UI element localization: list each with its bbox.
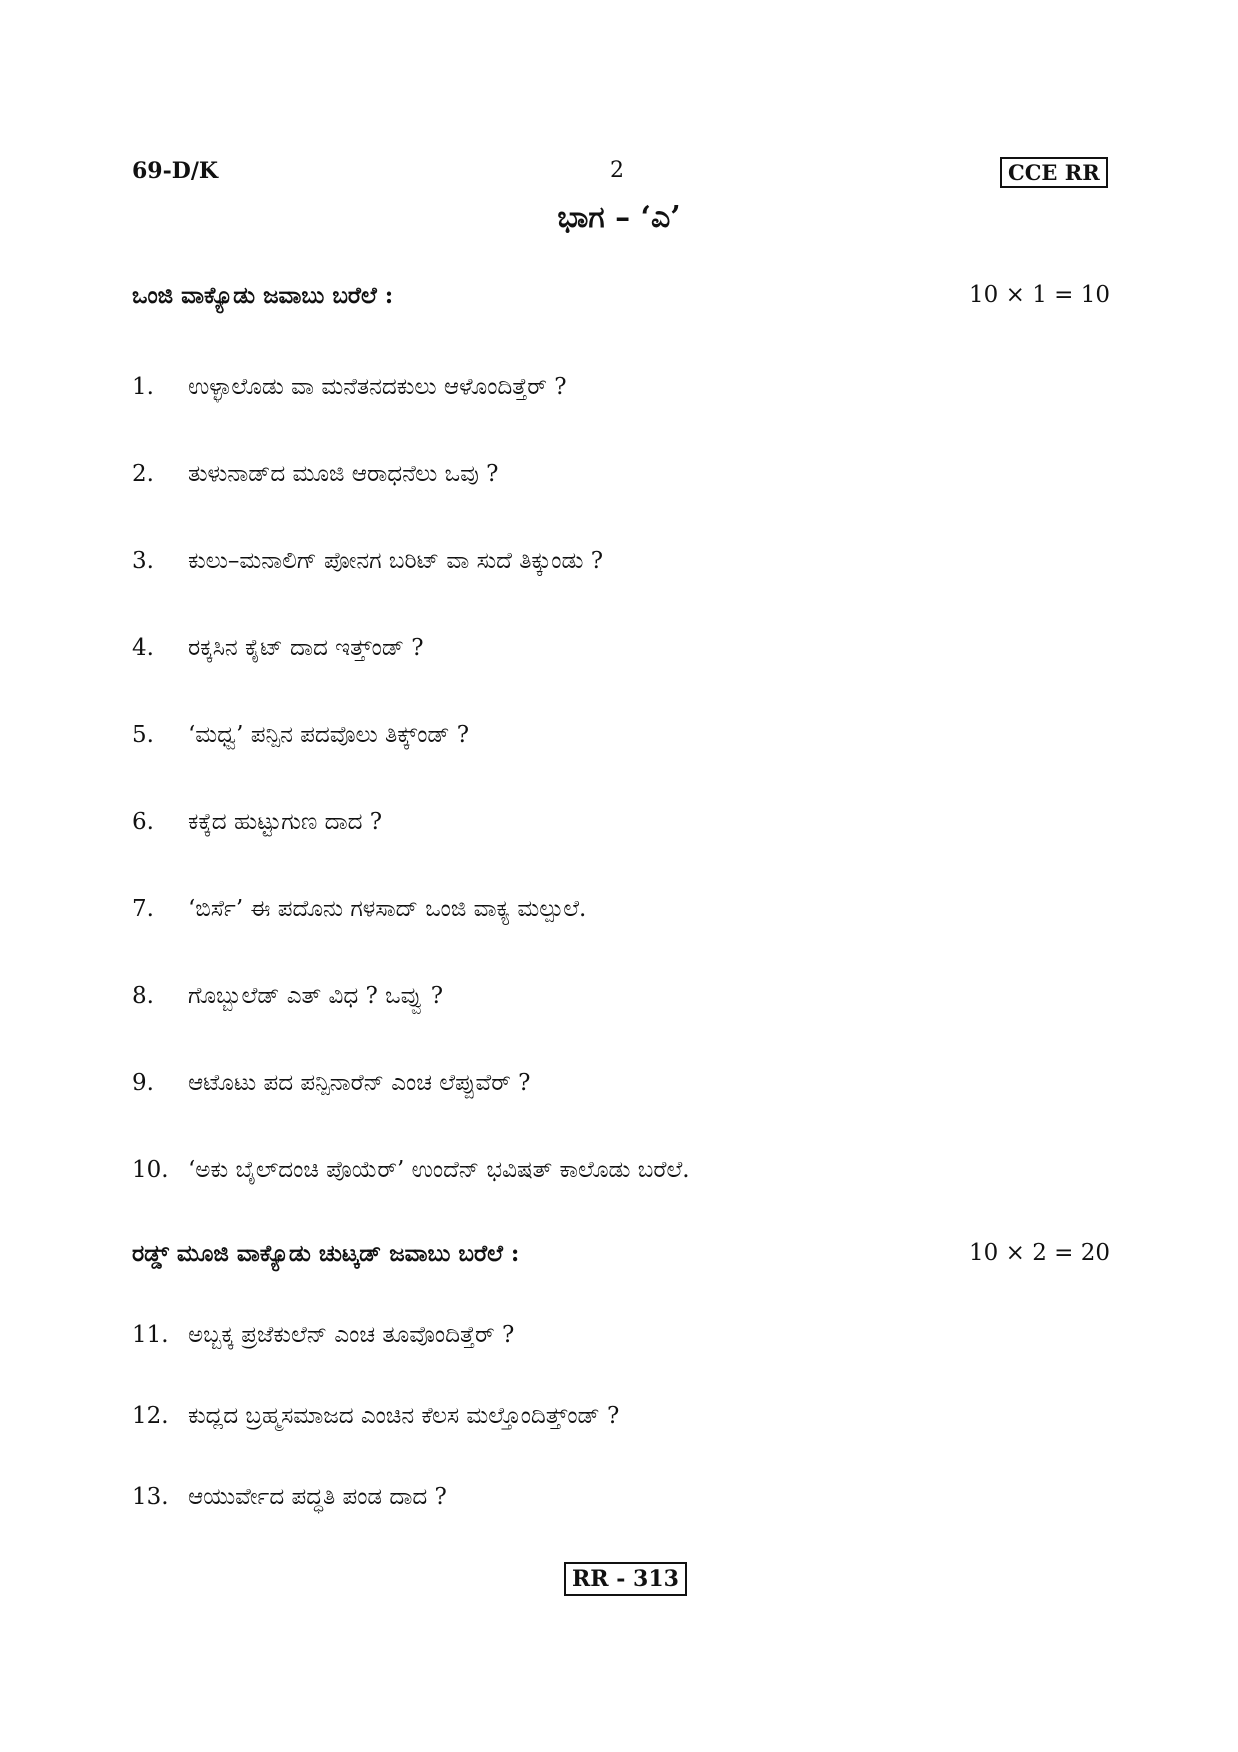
question-text: ಕಕ್ಕೆದ ಹುಟ್ಟುಗುಣ ದಾದ ? [188,809,383,835]
question-1 [132,374,567,400]
question-number: 10. [132,1157,169,1183]
question-number: 11. [132,1322,169,1348]
question-text: ಆಯುರ್ವೇದ ಪದ್ಧತಿ ಪಂಡ ದಾದ ? [188,1484,447,1510]
section-1-marks: 10 × 1 = 10 [969,282,1110,308]
series-box: CCE RR [1000,157,1108,188]
question-text: ಆಟೊಟು ಪದ ಪನ್ಪಿನಾರೆನ್ ಎಂಚ ಲೆಪ್ಪುವೆರ್ ? [188,1070,531,1096]
question-number: 3. [132,548,154,574]
question-13 [132,1484,447,1510]
question-11 [132,1322,514,1348]
section-2-marks: 10 × 2 = 20 [969,1240,1110,1266]
question-number: 9. [132,1070,154,1096]
question-7 [132,896,586,922]
question-10 [132,1157,690,1183]
question-number: 5. [132,722,154,748]
question-5 [132,722,469,748]
question-8 [132,983,443,1009]
question-text: ಕುದ್ಲದ ಬ್ರಹ್ಮಸಮಾಜದ ಎಂಚಿನ ಕೆಲಸ ಮಲ್ತೊಂದಿತ್ತ್ಂಡ್ ? [188,1403,620,1429]
question-text: ‘ಮಧ್ವ’ ಪನ್ಪಿನ ಪದವೊಲು ತಿಕ್ಕ್ಂಡ್ ? [188,722,470,748]
question-number: 8. [132,983,154,1009]
section-1-instruction: ಒಂಜಿ ವಾಕ್ಯೊಡು ಜವಾಬು ಬರೆಲೆ : [132,282,394,309]
question-4 [132,635,424,661]
question-text: ‘ಬಿರ್ಸೆ’ ಈ ಪದೊನು ಗಳಸಾದ್ ಒಂಜಿ ವಾಕ್ಯ ಮಲ್ಪುಲೆ. [188,896,587,922]
question-9 [132,1070,530,1096]
question-text: ತುಳುನಾಡ್‌ದ ಮೂಜಿ ಆರಾಧನೆಲು ಒವು ? [188,461,499,487]
question-number: 6. [132,809,154,835]
page-number: 2 [610,158,624,183]
question-6 [132,809,382,835]
question-number: 2. [132,461,154,487]
paper-code: 69-D/K [132,158,218,184]
question-3 [132,548,603,574]
question-text: ಉಳ್ಳಾಲೊಡು ವಾ ಮನೆತನದಕುಲು ಆಳೊಂದಿತ್ತೆರ್ ? [188,374,567,400]
question-number: 1. [132,374,154,400]
section-2-instruction: ರಡ್ಡ್ ಮೂಜಿ ವಾಕ್ಯೊಡು ಚುಟ್ಕಡ್ ಜವಾಬು ಬರೆಲೆ : [132,1240,520,1267]
footer-code-box: RR - 313 [564,1562,687,1596]
question-text: ‘ಅಕು ಬೈಲ್‌ದಂಚಿ ಪೊಯೆರ್’ ಉಂದೆನ್ ಭವಿಷತ್ ಕಾಲೊಡು ಬರೆಲೆ. [188,1157,690,1183]
question-12 [132,1403,619,1429]
question-text: ರಕ್ಕಸಿನ ಕೈಟ್ ದಾದ ಇತ್ತ್ಂಡ್ ? [188,635,424,661]
question-text: ಅಬ್ಬಕ್ಕ ಪ್ರಜೆಕುಲೆನ್ ಎಂಚ ತೂವೊಂದಿತ್ತೆರ್ ? [188,1322,515,1348]
part-title: ಭಾಗ – ‘ಎ’ [557,200,681,235]
question-number: 12. [132,1403,169,1429]
question-number: 7. [132,896,154,922]
question-text: ಗೊಬ್ಬುಲೆಡ್ ಎತ್ ವಿಧ ? ಒವ್ವು ? [188,983,444,1009]
question-number: 13. [132,1484,169,1510]
question-number: 4. [132,635,154,661]
question-text: ಕುಲು–ಮನಾಲಿಗ್ ಪೋನಗ ಬರಿಟ್ ವಾ ಸುದೆ ತಿಕ್ಕುಂಡು ? [188,548,604,574]
question-2 [132,461,498,487]
